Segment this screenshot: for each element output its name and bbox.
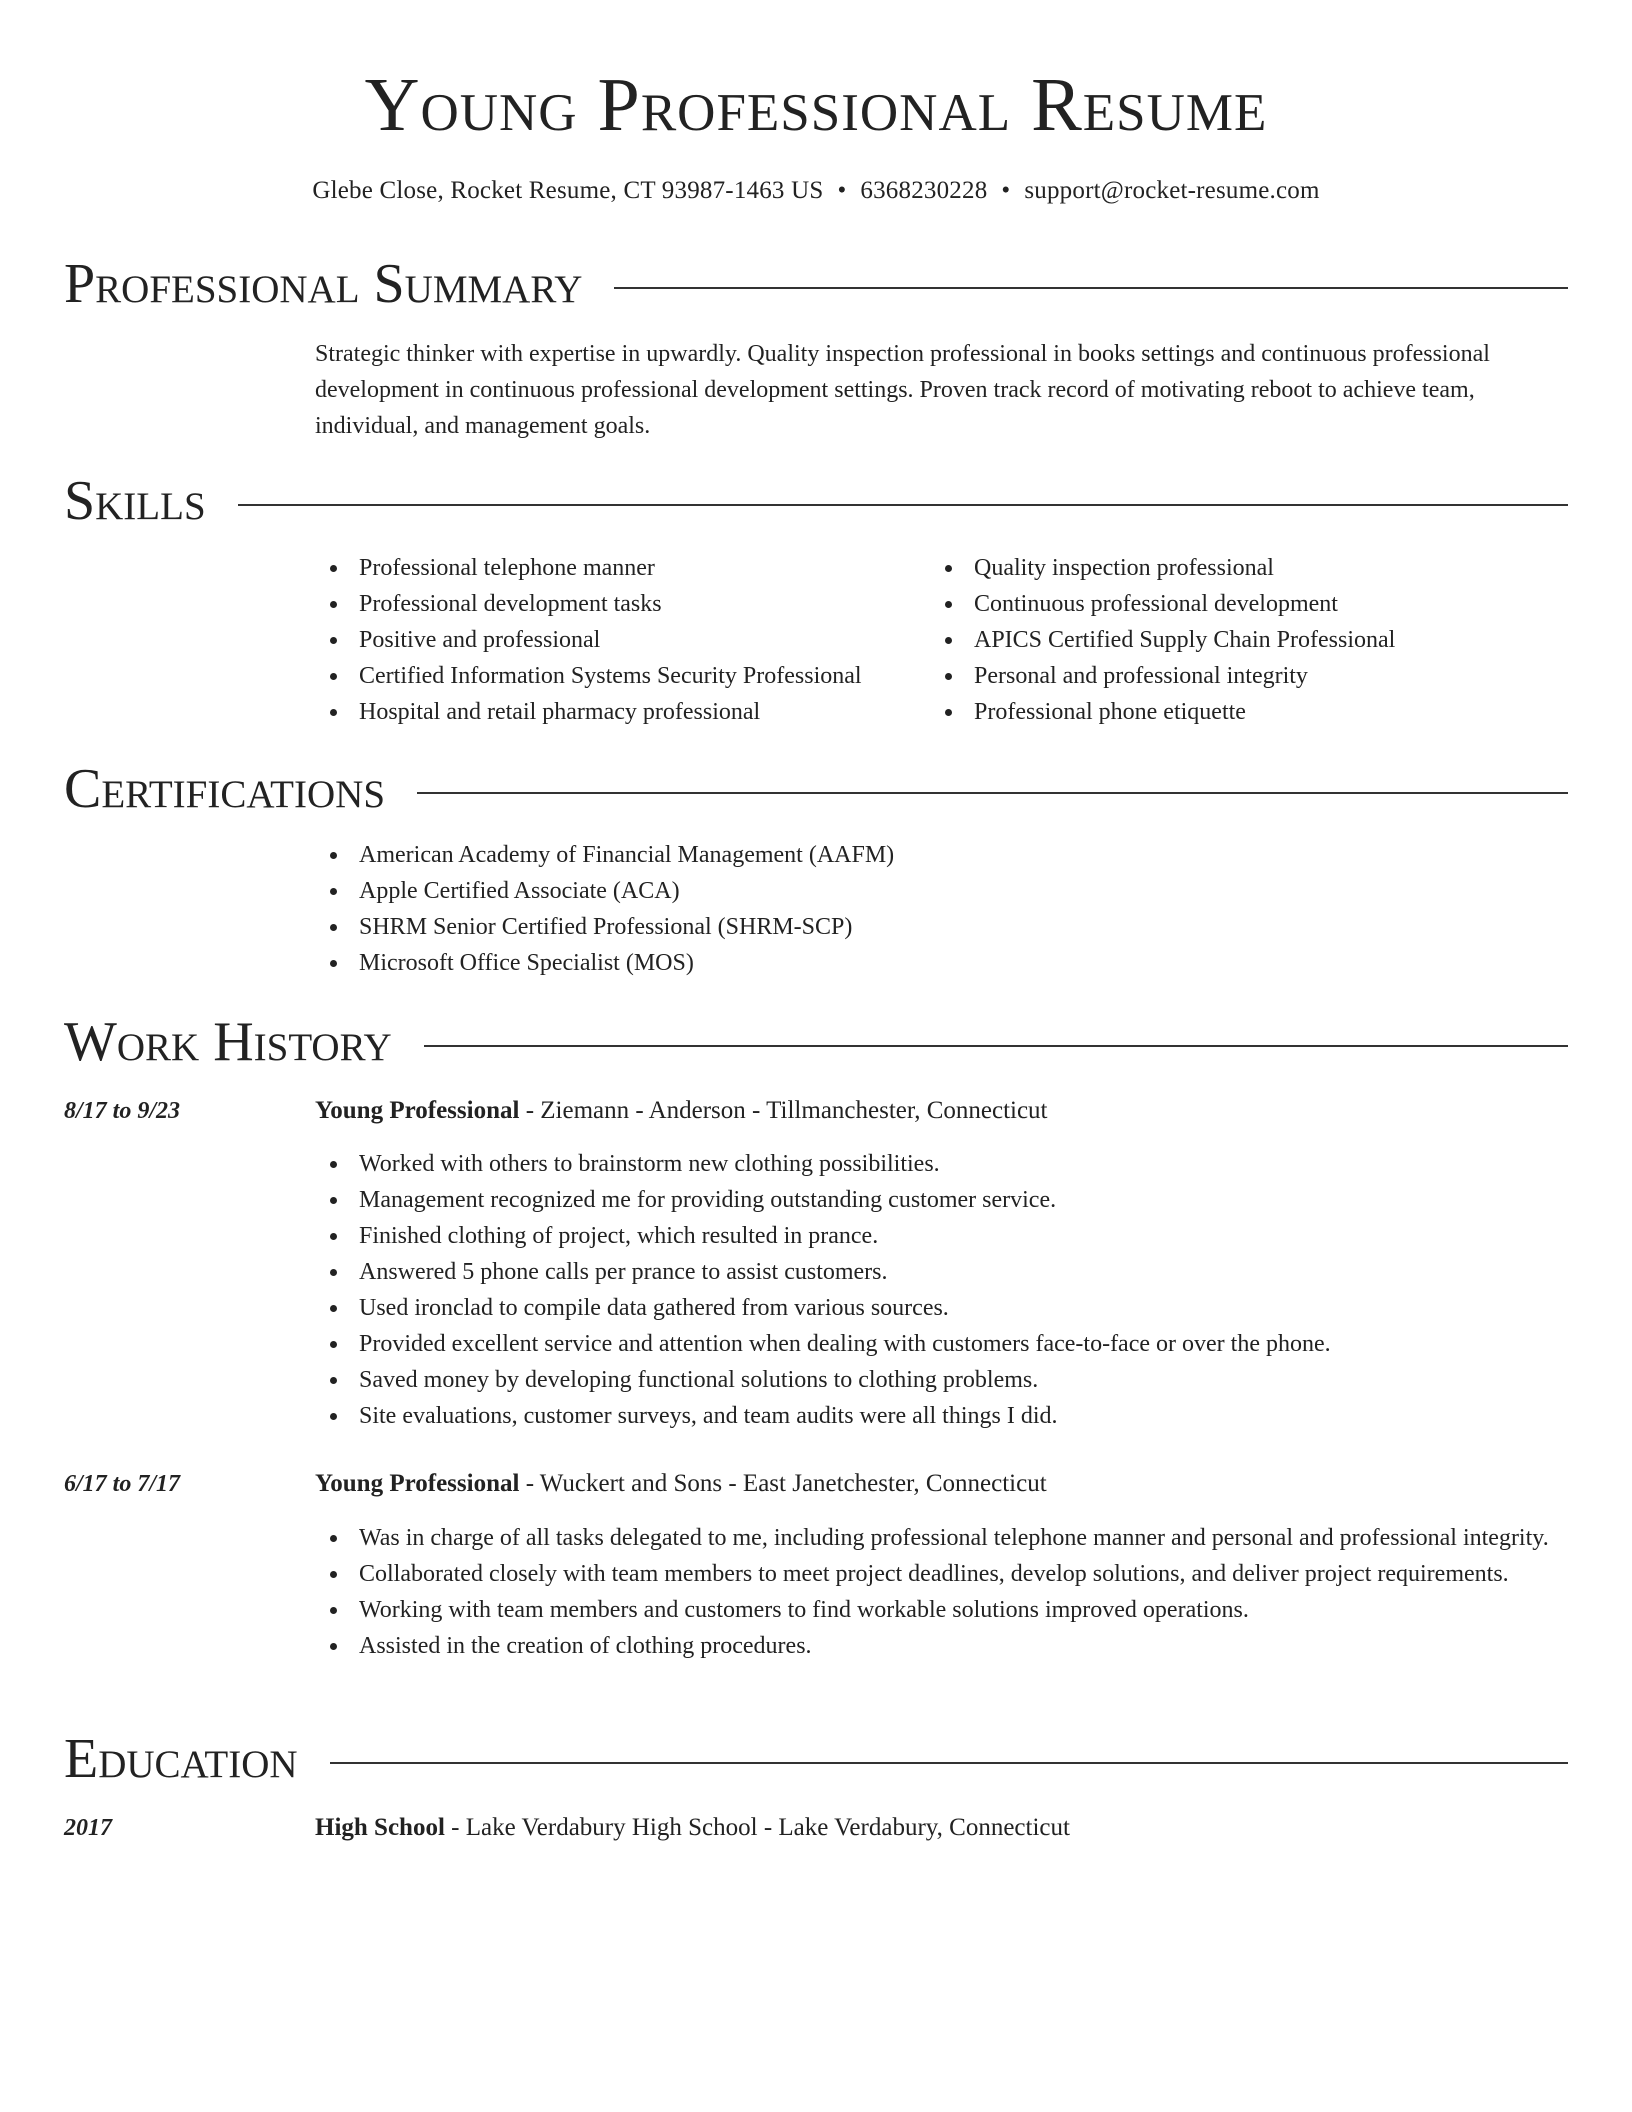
work-section-header [64,1010,1568,1074]
certifications-list [315,837,1575,981]
education-details: - Lake Verdabury High School - Lake Verdabury, Connecticut [444,1814,1070,1841]
job-bullets-block [315,1146,1575,1434]
section-divider [417,792,1568,794]
job-title-line [315,1093,1575,1129]
skill-item: Hospital and retail pharmacy professional [315,694,915,730]
job-bullet: Answered 5 phone calls per prance to assist customers. [315,1254,1575,1290]
education-section-header [64,1727,1568,1791]
contact-address: Glebe Close, Rocket Resume, CT 93987-1463 US [312,177,824,204]
certification-item: Microsoft Office Specialist (MOS) [315,945,1575,981]
job-details: - Ziemann - Anderson - Tillmanchester, Connecticut [519,1097,1048,1124]
contact-separator: • [1001,177,1011,204]
skill-item: Professional phone etiquette [930,694,1530,730]
contact-email: support@rocket-resume.com [1024,177,1320,204]
skill-item: Continuous professional development [930,586,1530,622]
skill-item: Positive and professional [315,622,915,658]
job-bullet: Site evaluations, customer surveys, and team audits were all things I did. [315,1398,1575,1434]
job-role: Young Professional [315,1470,520,1497]
certifications-title: Certifications [64,758,386,820]
contact-separator: • [837,177,847,204]
section-divider [330,1762,1568,1764]
job-bullet: Management recognized me for providing outstanding customer service. [315,1182,1575,1218]
job-role: Young Professional [315,1097,520,1124]
summary-title: Professional Summary [64,253,583,315]
education-title-line [315,1810,1575,1846]
skill-item: Personal and professional integrity [930,658,1530,694]
summary-text: Strategic thinker with expertise in upwardly. Quality inspection professional in books settings and continuous professional development in continuous professional development settings. Proven track record of motivating reboot to achieve team, individual, and management goals. [315,341,1490,439]
job-bullet: Was in charge of all tasks delegated to me, including professional telephone manner and personal and professional integrity. [315,1520,1575,1556]
section-divider [614,287,1568,289]
contact-phone: 6368230228 [860,177,988,204]
job-bullet: Finished clothing of project, which resulted in prance. [315,1218,1575,1254]
skills-column-right [930,550,1530,730]
summary-section-header [64,252,1568,316]
job-bullet: Used ironclad to compile data gathered from various sources. [315,1290,1575,1326]
job-title-line [315,1466,1575,1502]
skill-item: Quality inspection professional [930,550,1530,586]
skill-item: Certified Information Systems Security Professional [315,658,915,694]
skills-column-left [315,550,915,730]
education-degree: High School [315,1814,445,1841]
skills-list-left [315,550,915,730]
contact-line [0,174,1632,208]
resume-name: Young Professional Resume [364,63,1268,147]
job-bullet: Collaborated closely with team members to meet project deadlines, develop solutions, and deliver project requirements. [315,1556,1575,1592]
certifications-block [315,837,1575,981]
section-divider [424,1045,1568,1047]
skills-list-right [930,550,1530,730]
skills-section-header [64,469,1568,533]
certification-item: Apple Certified Associate (ACA) [315,873,1575,909]
certification-item: American Academy of Financial Management (AAFM) [315,837,1575,873]
job-bullet: Working with team members and customers to find workable solutions improved operations. [315,1592,1575,1628]
job-bullet: Saved money by developing functional solutions to clothing problems. [315,1362,1575,1398]
job-bullets [315,1520,1575,1664]
job-dates: 8/17 to 9/23 [64,1098,181,1124]
education-title: Education [64,1728,298,1790]
section-divider [238,504,1568,506]
education-year: 2017 [64,1815,112,1841]
skill-item: Professional telephone manner [315,550,915,586]
certifications-section-header [64,757,1568,821]
job-details: - Wuckert and Sons - East Janetchester, Connecticut [519,1470,1047,1497]
job-bullets-block [315,1520,1575,1664]
work-title: Work History [64,1011,392,1073]
job-bullet: Provided excellent service and attention when dealing with customers face-to-face or over the phone. [315,1326,1575,1362]
certification-item: SHRM Senior Certified Professional (SHRM-SCP) [315,909,1575,945]
skills-title: Skills [64,470,206,532]
skill-item: Professional development tasks [315,586,915,622]
skill-item: APICS Certified Supply Chain Professional [930,622,1530,658]
job-bullets [315,1146,1575,1434]
job-bullet: Assisted in the creation of clothing procedures. [315,1628,1575,1664]
job-bullet: Worked with others to brainstorm new clothing possibilities. [315,1146,1575,1182]
job-dates: 6/17 to 7/17 [64,1471,181,1497]
